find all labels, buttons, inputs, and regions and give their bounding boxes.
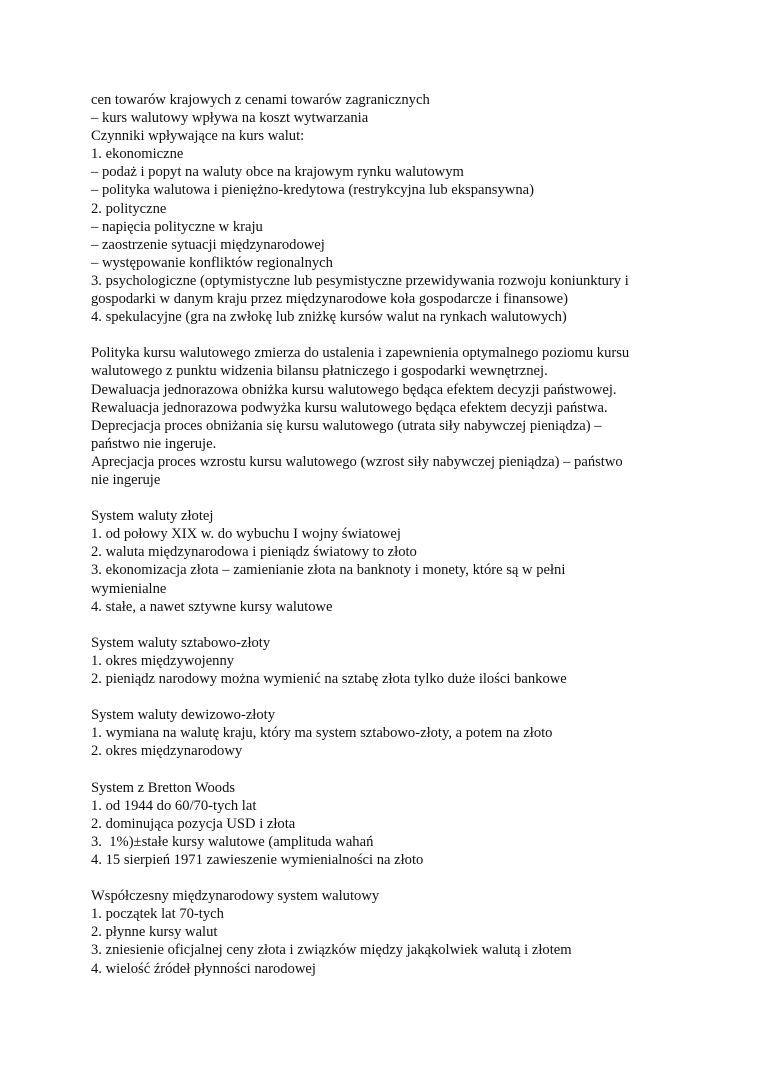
text-line: Dewaluacja jednorazowa obniżka kursu walutowego będąca efektem decyzji państwowej. [91, 381, 617, 398]
block-first-line: System z Bretton Woods [91, 779, 236, 796]
text-line: 2. pieniądz narodowy można wymienić na sztabę złota tylko duże ilości bankowe [91, 671, 567, 687]
text-line: 2. dominująca pozycja USD i złota [91, 815, 296, 832]
text-line: gospodarki w danym kraju przez międzynarodowe koła gospodarcze i finansowe) [91, 291, 568, 308]
text-block [91, 344, 691, 489]
text-line: 3. 1%)±stałe kursy walutowe (amplituda wahań [91, 833, 374, 850]
text-line: 4. stałe, a nawet sztywne kursy walutowe [91, 598, 333, 615]
text-line: państwo nie ingeruje. [91, 435, 217, 452]
block-first-line: Współczesny międzynarodowy system walutowy [91, 888, 380, 905]
block-first-line: Polityka kursu walutowego zmierza do ustalenia i zapewnienia optymalnego poziomu kursu [91, 345, 630, 362]
text-line: – napięcia polityczne w kraju [91, 218, 263, 235]
text-line: 3. zniesienie oficjalnej ceny złota i związków między jakąkolwiek walutą i złotem [91, 942, 572, 959]
block-first-line: cen towarów krajowych z cenami towarów zagranicznych [91, 92, 430, 108]
text-block [91, 887, 691, 977]
text-line: – występowanie konfliktów regionalnych [91, 254, 333, 271]
block-first-line: System waluty dewizowo-złoty [91, 707, 276, 724]
text-line: 1. ekonomiczne [91, 146, 184, 163]
text-line: 1. od połowy XIX w. do wybuchu I wojny światowej [91, 526, 401, 543]
text-block [91, 779, 691, 869]
text-line: Deprecjacja proces obniżania się kursu walutowego (utrata siły nabywczej pieniądza) – [91, 417, 602, 434]
text-block [91, 634, 691, 688]
text-line: Aprecjacja proces wzrostu kursu walutowego (wzrost siły nabywczej pieniądza) – państwo [91, 453, 623, 470]
text-line: – kurs walutowy wpływa na koszt wytwarzania [91, 110, 369, 127]
text-line: – podaż i popyt na waluty obce na krajowym rynku walutowym [91, 164, 464, 181]
text-line: 2. okres międzynarodowy [91, 743, 243, 760]
text-line: 1. wymiana na walutę kraju, który ma system sztabowo-złoty, a potem na złoto [91, 725, 553, 742]
text-line: 4. wielość źródeł płynności narodowej [91, 960, 316, 977]
text-block [91, 507, 691, 616]
text-line: 3. ekonomizacja złota – zamienianie złota na banknoty i monety, które są w pełni [91, 562, 566, 579]
text-block [91, 706, 691, 760]
text-line: walutowego z punktu widzenia bilansu płatniczego i gospodarki wewnętrznej. [91, 363, 548, 380]
text-line: 3. psychologiczne (optymistyczne lub pesymistyczne przewidywania rozwoju koniunktury i [91, 272, 629, 289]
text-line: 2. waluta międzynarodowa i pieniądz światowy to złoto [91, 544, 417, 561]
text-line: Czynniki wpływające na kurs walut: [91, 128, 305, 145]
text-line: Rewaluacja jednorazowa podwyżka kursu walutowego będąca efektem decyzji państwa. [91, 399, 608, 416]
text-line: – zaostrzenie sytuacji międzynarodowej [91, 236, 325, 253]
text-line: – polityka walutowa i pieniężno-kredytowa (restrykcyjna lub ekspansywna) [91, 182, 534, 199]
text-line: 1. od 1944 do 60/70-tych lat [91, 797, 257, 814]
text-line: 1. okres międzywojenny [91, 652, 235, 669]
text-line: 2. płynne kursy walut [91, 924, 218, 941]
text-line: 4. 15 sierpień 1971 zawieszenie wymienialności na złoto [91, 851, 424, 868]
text-line: nie ingeruje [91, 471, 161, 488]
text-line: wymienialne [91, 580, 167, 597]
document-body [91, 91, 691, 996]
block-first-line: System waluty złotej [91, 508, 214, 525]
text-block [91, 91, 691, 326]
text-line: 2. polityczne [91, 200, 167, 217]
text-line: 1. początek lat 70-tych [91, 906, 224, 923]
text-line: 4. spekulacyjne (gra na zwłokę lub zniżkę kursów walut na rynkach walutowych) [91, 309, 567, 326]
block-first-line: System waluty sztabowo-złoty [91, 634, 271, 651]
